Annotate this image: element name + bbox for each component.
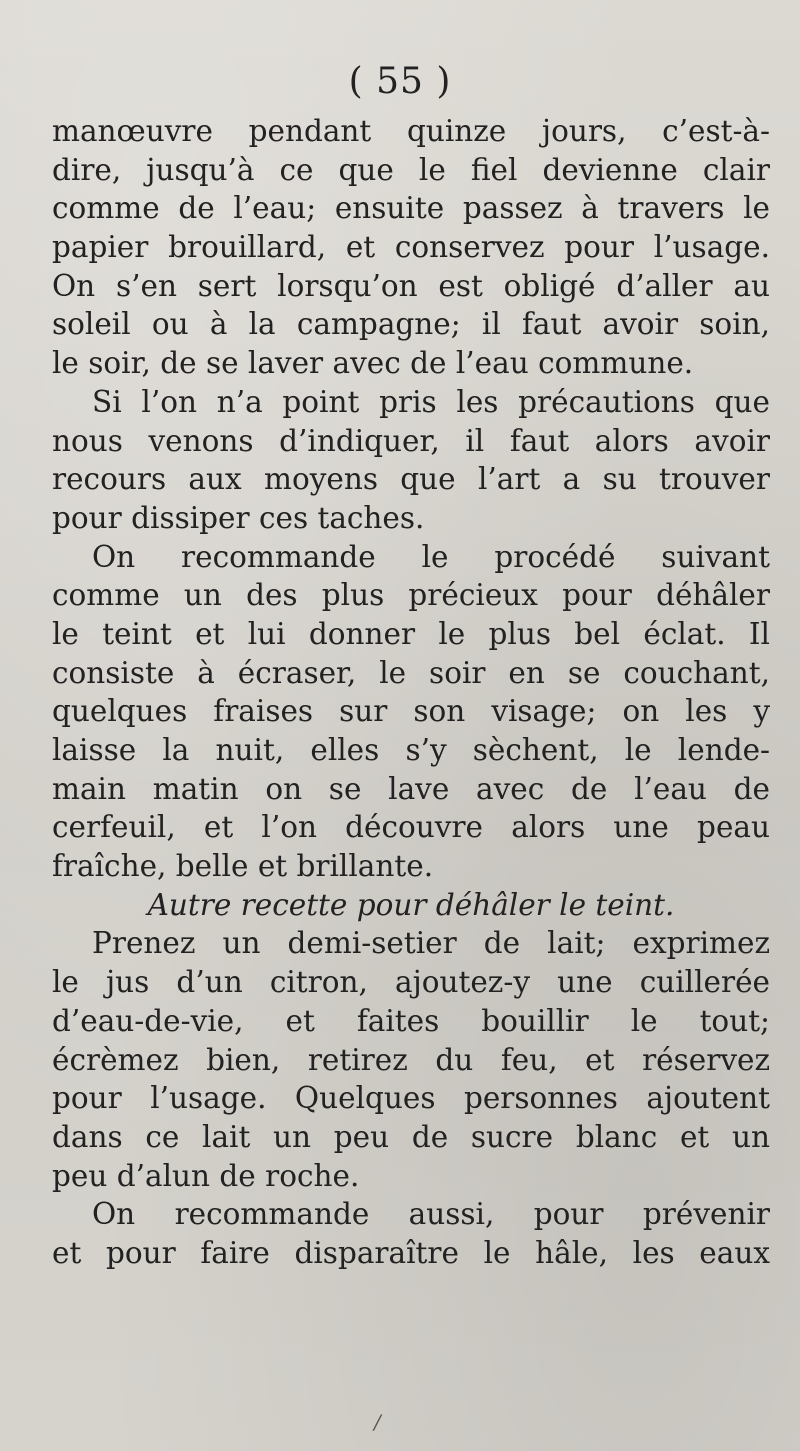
- page-body: [52, 112, 770, 1273]
- text-line: recours aux moyens que l’art a su trouver: [52, 462, 770, 497]
- text-line: Prenez un demi-setier de lait; exprimez: [92, 926, 770, 961]
- text-line: On s’en sert lorsqu’on est obligé d’aller au: [52, 268, 770, 303]
- text-line: comme un des plus précieux pour déhâler: [52, 578, 770, 613]
- text-line: le soir, de se laver avec de l’eau commune.: [52, 346, 694, 381]
- text-line: soleil ou à la campagne; il faut avoir soin,: [52, 307, 770, 342]
- page-mark: /: [374, 1410, 381, 1434]
- text-line: laisse la nuit, elles s’y sèchent, le lende-: [52, 733, 770, 767]
- text-line: consiste à écraser, le soir en se couchant,: [52, 655, 770, 690]
- text-line: pour dissiper ces taches.: [52, 500, 425, 535]
- text-line: nous venons d’indiquer, il faut alors avoir: [52, 423, 770, 458]
- text-line: écrèmez bien, retirez du feu, et réservez: [52, 1042, 770, 1077]
- text-line: papier brouillard, et conservez pour l’usage.: [52, 230, 770, 265]
- section-heading: Autre recette pour déhâler le teint.: [147, 887, 675, 922]
- text-line: manœuvre pendant quinze jours, c’est-à-: [52, 114, 770, 148]
- text-line: et pour faire disparaître le hâle, les eaux: [52, 1235, 770, 1270]
- text-line: On recommande aussi, pour prévenir: [92, 1197, 770, 1232]
- text-line: pour l’usage. Quelques personnes ajoutent: [52, 1081, 770, 1116]
- text-line: comme de l’eau; ensuite passez à travers le: [52, 191, 770, 226]
- text-line: le teint et lui donner le plus bel éclat. Il: [52, 616, 770, 651]
- text-line: main matin on se lave avec de l’eau de: [52, 771, 770, 806]
- text-line: fraîche, belle et brillante.: [52, 849, 434, 884]
- text-line: Si l’on n’a point pris les précautions que: [92, 384, 770, 419]
- text-line: On recommande le procédé suivant: [92, 539, 770, 574]
- text-line: le jus d’un citron, ajoutez-y une cuillerée: [52, 965, 770, 1000]
- text-line: peu d’alun de roche.: [52, 1158, 360, 1193]
- text-line: d’eau-de-vie, et faites bouillir le tout;: [52, 1003, 770, 1038]
- text-line: quelques fraises sur son visage; on les y: [52, 694, 770, 729]
- text-line: dire, jusqu’à ce que le fiel devienne clair: [52, 152, 770, 187]
- text-line: cerfeuil, et l’on découvre alors une peau: [52, 810, 770, 845]
- text-line: dans ce lait un peu de sucre blanc et un: [52, 1119, 770, 1154]
- page-number: ( 55 ): [348, 61, 452, 102]
